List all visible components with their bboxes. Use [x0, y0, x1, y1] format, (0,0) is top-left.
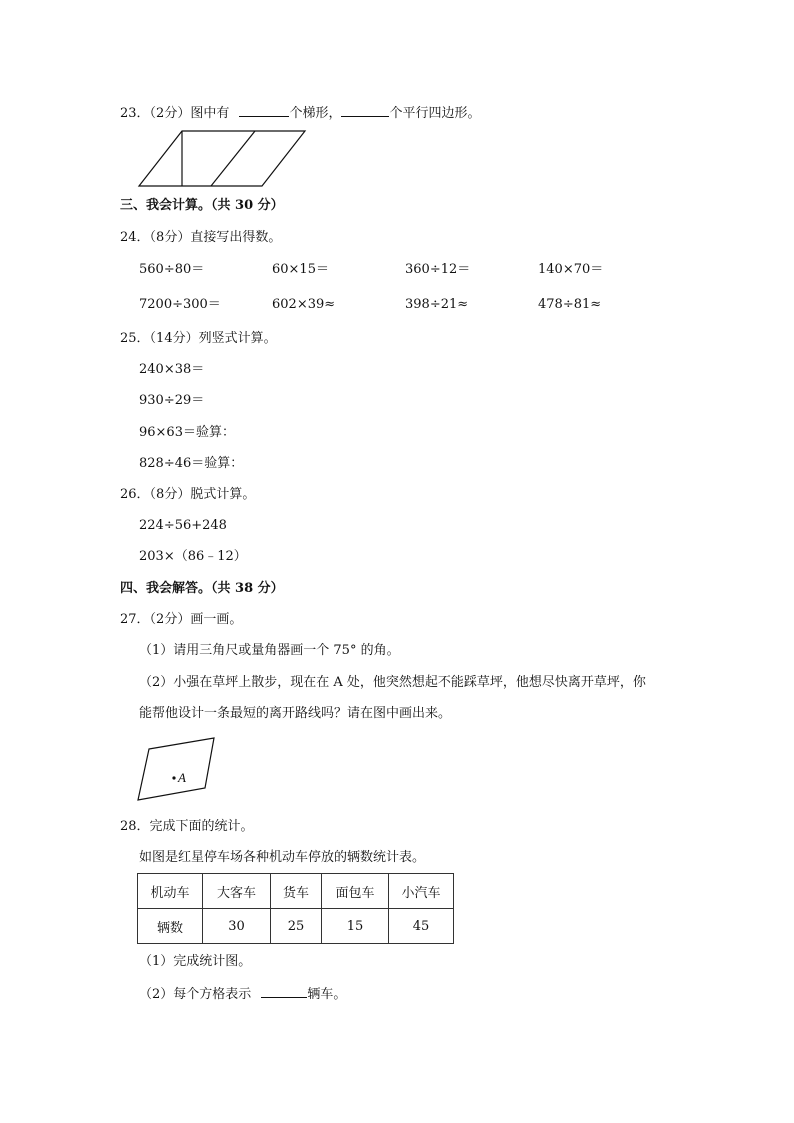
q23-end-text: 个平行四边形。: [389, 106, 481, 121]
q27-point-a-label: A: [178, 770, 186, 785]
q25-item-2: 930÷29＝: [139, 393, 205, 408]
table-cell: 30: [203, 909, 271, 944]
q27-lawn-figure: [137, 737, 217, 803]
table-header-cell: 大客车: [203, 874, 271, 909]
q28-part2-text: （2）每个方格表示: [139, 987, 252, 1002]
q24-r1-c1: 560÷80＝: [139, 262, 205, 277]
q23-number: 23．（2分）图中有: [120, 106, 230, 121]
q25-item-4: 828÷46＝验算：: [139, 456, 244, 471]
q26-title: 26．（8分）脱式计算。: [120, 487, 256, 502]
table-header-cell: 机动车: [138, 874, 203, 909]
q23-blank-trapezoid[interactable]: [239, 104, 289, 117]
q27-title: 27．（2分）画一画。: [120, 612, 243, 627]
q28-title: 28．完成下面的统计。: [120, 819, 254, 834]
table-cell: 15: [322, 909, 389, 944]
q24-r1-c3: 360÷12＝: [405, 262, 471, 277]
q24-r2-c1: 7200÷300＝: [139, 297, 221, 312]
q24-r1-c4: 140×70＝: [538, 262, 604, 277]
table-cell: 辆数: [138, 909, 203, 944]
q26-item-2: 203×（86﹣12）: [139, 549, 247, 564]
section3-heading: 三、我会计算。（共 30 分）: [120, 198, 284, 213]
q23-mid-text: 个梯形，: [289, 106, 342, 121]
q24-r2-c3: 398÷21≈: [405, 297, 469, 312]
q28-stat-table: [137, 873, 454, 944]
q24-title: 24．（8分）直接写出得数。: [120, 230, 282, 245]
q28-part2-line: [139, 985, 346, 1004]
table-row: [138, 874, 454, 909]
q24-r2-c2: 602×39≈: [272, 297, 336, 312]
section4-heading: 四、我会解答。（共 38 分）: [120, 581, 284, 596]
q25-item-1: 240×38＝: [139, 362, 205, 377]
q24-r1-c2: 60×15＝: [272, 262, 329, 277]
q25-item-3: 96×63＝验算：: [139, 425, 235, 440]
q23-figure: [138, 128, 308, 188]
q28-part1: （1）完成统计图。: [139, 954, 252, 969]
q25-title: 25．（14分）列竖式计算。: [120, 331, 277, 346]
q27-part2-line1: （2）小强在草坪上散步，现在在 A 处，他突然想起不能踩草坪，他想尽快离开草坪，你: [139, 675, 646, 690]
table-header-cell: 面包车: [322, 874, 389, 909]
table-header-cell: 小汽车: [389, 874, 454, 909]
table-header-cell: 货车: [271, 874, 322, 909]
q28-blank-per-square[interactable]: [261, 985, 307, 998]
q27-part1: （1）请用三角尺或量角器画一个 75° 的角。: [139, 643, 400, 658]
q27-point-a: [172, 776, 175, 779]
q23-blank-parallelogram[interactable]: [341, 104, 389, 117]
table-cell: 25: [271, 909, 322, 944]
q23-line: [120, 104, 481, 123]
q24-r2-c4: 478÷81≈: [538, 297, 602, 312]
table-cell: 45: [389, 909, 454, 944]
q28-description: 如图是红星停车场各种机动车停放的辆数统计表。: [139, 850, 426, 865]
q28-part2-end: 辆车。: [307, 987, 347, 1002]
q27-part2-line2: 能帮他设计一条最短的离开路线吗？请在图中画出来。: [139, 706, 452, 721]
q26-item-1: 224÷56+248: [139, 518, 227, 533]
table-row: [138, 909, 454, 944]
